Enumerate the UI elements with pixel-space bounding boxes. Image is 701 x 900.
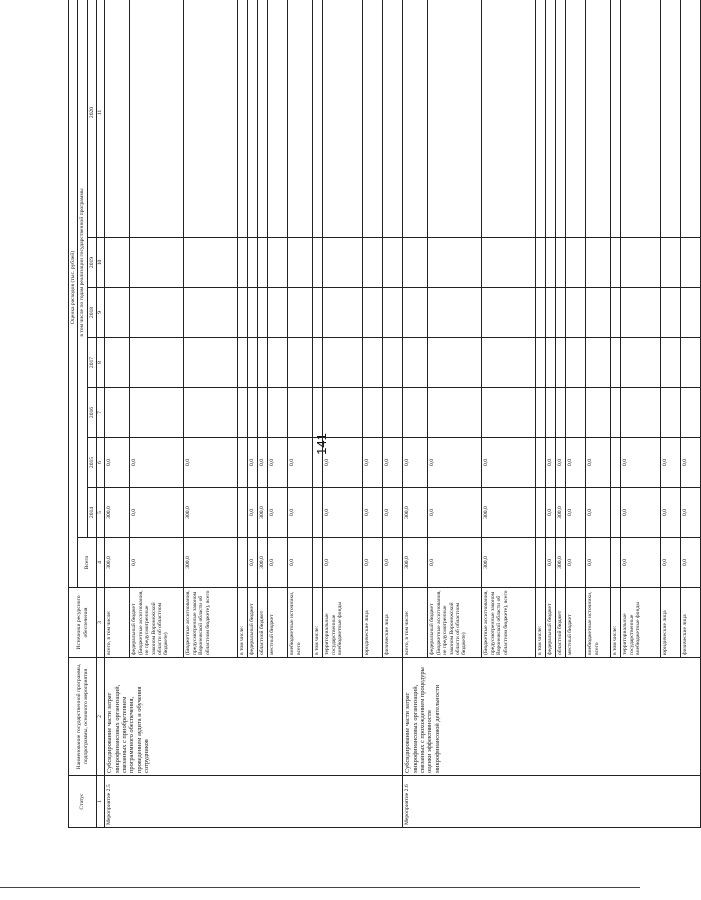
value-cell: [313, 538, 323, 588]
empty-year-cell: [536, 338, 546, 388]
column-number: 4: [97, 538, 105, 588]
value-cell: 300,0: [105, 488, 130, 538]
empty-year-cell: [661, 388, 681, 438]
value-cell: 0,0: [661, 488, 681, 538]
value-cell: 300,0: [184, 488, 238, 538]
rotated-page-content: [68, 38, 689, 828]
value-cell: 0,0: [428, 538, 482, 588]
empty-year-cell: [681, 338, 701, 388]
empty-year-cell: [586, 338, 611, 388]
empty-year-cell: [428, 388, 482, 438]
column-number: 3: [97, 588, 105, 658]
empty-year-cell: [621, 388, 661, 438]
empty-year-cell: [248, 388, 258, 438]
value-cell: 0,0: [323, 488, 363, 538]
source-label: юридические лица: [363, 588, 383, 658]
value-cell: 0,0: [428, 438, 482, 488]
empty-year-cell: [621, 0, 661, 238]
source-label: физические лица: [681, 588, 701, 658]
empty-year-cell: [363, 288, 383, 338]
column-number: 1: [97, 776, 105, 828]
empty-year-cell: [130, 288, 184, 338]
value-cell: 0,0: [248, 438, 258, 488]
header-year: 2019: [87, 238, 96, 288]
empty-year-cell: [184, 288, 238, 338]
value-cell: 0,0: [383, 488, 403, 538]
source-label: физические лица: [383, 588, 403, 658]
value-cell: 0,0: [363, 438, 383, 488]
empty-year-cell: [566, 338, 586, 388]
value-cell: [536, 538, 546, 588]
value-cell: 0,0: [363, 488, 383, 538]
empty-year-cell: [556, 338, 566, 388]
source-label: федеральный бюджет: [546, 588, 556, 658]
column-number: 2: [97, 658, 105, 776]
empty-year-cell: [621, 238, 661, 288]
value-cell: 0,0: [184, 438, 238, 488]
value-cell: 0,0: [546, 538, 556, 588]
measure-status: Мероприятие 2.6: [403, 776, 701, 828]
empty-year-cell: [621, 338, 661, 388]
value-cell: 0,0: [428, 488, 482, 538]
value-cell: [313, 438, 323, 488]
empty-year-cell: [556, 388, 566, 438]
empty-year-cell: [288, 388, 313, 438]
empty-year-cell: [258, 238, 268, 288]
column-number: 6: [97, 438, 105, 488]
value-cell: 0,0: [323, 438, 363, 488]
empty-year-cell: [403, 288, 428, 338]
value-cell: 0,0: [566, 538, 586, 588]
empty-year-cell: [363, 0, 383, 238]
empty-year-cell: [238, 388, 248, 438]
value-cell: 0,0: [482, 438, 536, 488]
empty-year-cell: [268, 388, 288, 438]
empty-year-cell: [268, 288, 288, 338]
empty-year-cell: [105, 388, 130, 438]
value-cell: 0,0: [586, 488, 611, 538]
empty-year-cell: [258, 288, 268, 338]
value-cell: 300,0: [258, 488, 268, 538]
header-year: 2015: [87, 438, 96, 488]
empty-year-cell: [536, 388, 546, 438]
empty-year-cell: [586, 238, 611, 288]
empty-year-cell: [288, 238, 313, 288]
value-cell: 0,0: [105, 438, 130, 488]
empty-year-cell: [258, 388, 268, 438]
header-source: Источники ресурсного обеспечения: [69, 588, 97, 658]
value-cell: 300,0: [482, 538, 536, 588]
empty-year-cell: [566, 0, 586, 238]
empty-year-cell: [105, 238, 130, 288]
empty-year-cell: [428, 0, 482, 238]
source-label: (Бюджетные ассигнования, предусмотренные законом Воронежской области об областном бюджете), всего: [184, 588, 238, 658]
empty-year-cell: [105, 338, 130, 388]
empty-year-cell: [323, 0, 363, 238]
value-cell: [611, 488, 621, 538]
value-cell: [238, 438, 248, 488]
empty-year-cell: [556, 0, 566, 238]
header-total: Всего: [78, 538, 97, 588]
empty-year-cell: [313, 338, 323, 388]
empty-year-cell: [258, 0, 268, 238]
source-label: в том числе:: [313, 588, 323, 658]
empty-year-cell: [363, 338, 383, 388]
source-label: областной бюджет: [258, 588, 268, 658]
empty-year-cell: [611, 338, 621, 388]
value-cell: 0,0: [288, 438, 313, 488]
header-year: 2018: [87, 288, 96, 338]
source-label: местный бюджет: [268, 588, 288, 658]
empty-year-cell: [681, 388, 701, 438]
empty-year-cell: [546, 238, 556, 288]
table-row: [403, 0, 428, 828]
value-cell: 0,0: [566, 438, 586, 488]
value-cell: 0,0: [363, 538, 383, 588]
value-cell: 0,0: [288, 488, 313, 538]
empty-year-cell: [546, 0, 556, 238]
source-label: юридические лица: [661, 588, 681, 658]
empty-year-cell: [482, 338, 536, 388]
empty-year-cell: [428, 238, 482, 288]
empty-year-cell: [238, 338, 248, 388]
source-label: федеральный бюджет (Бюджетные ассигнования, не предусмотренные законом Воронежской области об областном бюджете): [428, 588, 482, 658]
empty-year-cell: [536, 238, 546, 288]
value-cell: 0,0: [621, 438, 661, 488]
source-label: внебюджетные источники, всего: [288, 588, 313, 658]
value-cell: 0,0: [681, 488, 701, 538]
empty-year-cell: [184, 388, 238, 438]
value-cell: [611, 438, 621, 488]
empty-year-cell: [323, 238, 363, 288]
empty-year-cell: [268, 238, 288, 288]
empty-year-cell: [323, 288, 363, 338]
value-cell: [238, 538, 248, 588]
table-header: [69, 0, 105, 828]
empty-year-cell: [403, 388, 428, 438]
value-cell: 0,0: [546, 488, 556, 538]
empty-year-cell: [383, 288, 403, 338]
empty-year-cell: [586, 0, 611, 238]
value-cell: 300,0: [184, 538, 238, 588]
empty-year-cell: [313, 288, 323, 338]
empty-year-cell: [428, 338, 482, 388]
empty-year-cell: [546, 388, 556, 438]
measure-name: Субсидирование части затрат микрофинансовых организаций, связанных с приобретением программного обеспечения, проведением аудита и обучения сотрудников: [105, 658, 403, 776]
empty-year-cell: [105, 0, 130, 238]
empty-year-cell: [661, 338, 681, 388]
value-cell: 0,0: [403, 438, 428, 488]
empty-year-cell: [566, 238, 586, 288]
empty-year-cell: [482, 388, 536, 438]
header-status: Статус: [69, 776, 97, 828]
empty-year-cell: [611, 388, 621, 438]
value-cell: 0,0: [383, 538, 403, 588]
value-cell: 0,0: [258, 438, 268, 488]
source-label: в том числе:: [611, 588, 621, 658]
source-label: местный бюджет: [566, 588, 586, 658]
value-cell: [611, 538, 621, 588]
table-row: [105, 0, 130, 828]
empty-year-cell: [130, 388, 184, 438]
empty-year-cell: [268, 338, 288, 388]
value-cell: 0,0: [681, 438, 701, 488]
source-label: внебюджетные источники, всего: [586, 588, 611, 658]
value-cell: 0,0: [661, 538, 681, 588]
empty-year-cell: [546, 288, 556, 338]
column-number: 5: [97, 488, 105, 538]
empty-year-cell: [288, 288, 313, 338]
empty-year-cell: [363, 238, 383, 288]
value-cell: 300,0: [556, 488, 566, 538]
empty-year-cell: [383, 238, 403, 288]
empty-year-cell: [611, 0, 621, 238]
column-number: 9: [97, 288, 105, 338]
source-label: территориальные государственные внебюджетные фонды: [323, 588, 363, 658]
empty-year-cell: [586, 388, 611, 438]
header-estimate: Оценка расходов (тыс. рублей): [69, 0, 78, 588]
empty-year-cell: [681, 0, 701, 238]
table-body: [105, 0, 701, 828]
empty-year-cell: [238, 288, 248, 338]
value-cell: 0,0: [130, 438, 184, 488]
empty-year-cell: [238, 238, 248, 288]
value-cell: 300,0: [403, 488, 428, 538]
header-year: 2017: [87, 338, 96, 388]
source-label: в том числе:: [536, 588, 546, 658]
measure-name: Субсидирование части затрат микрофинансовых организаций, связанных с прохождением процедуры оценки эффективности микрофинансовой деятельности: [403, 658, 701, 776]
empty-year-cell: [403, 0, 428, 238]
source-label: федеральный бюджет: [248, 588, 258, 658]
empty-year-cell: [288, 0, 313, 238]
source-label: территориальные государственные внебюджетные фонды: [621, 588, 661, 658]
empty-year-cell: [383, 338, 403, 388]
empty-year-cell: [258, 338, 268, 388]
page-number: 141: [314, 433, 329, 455]
empty-year-cell: [482, 288, 536, 338]
empty-year-cell: [556, 238, 566, 288]
empty-year-cell: [383, 0, 403, 238]
value-cell: 0,0: [288, 538, 313, 588]
empty-year-cell: [556, 288, 566, 338]
empty-year-cell: [248, 238, 258, 288]
value-cell: 300,0: [105, 538, 130, 588]
source-label: в том числе:: [238, 588, 248, 658]
empty-year-cell: [130, 338, 184, 388]
empty-year-cell: [323, 388, 363, 438]
header-by-years: в том числе по годам реализации государственной программы: [78, 0, 87, 538]
value-cell: 300,0: [482, 488, 536, 538]
source-label: (Бюджетные ассигнования, предусмотренные законом Воронежской области об областном бюджете), всего: [482, 588, 536, 658]
value-cell: [313, 488, 323, 538]
empty-year-cell: [313, 238, 323, 288]
empty-year-cell: [248, 288, 258, 338]
value-cell: 0,0: [681, 538, 701, 588]
value-cell: 0,0: [323, 538, 363, 588]
empty-year-cell: [130, 0, 184, 238]
value-cell: 0,0: [268, 438, 288, 488]
empty-year-cell: [403, 338, 428, 388]
value-cell: 0,0: [661, 438, 681, 488]
empty-year-cell: [184, 238, 238, 288]
column-number: 8: [97, 338, 105, 388]
budget-table: [68, 0, 701, 828]
empty-year-cell: [323, 338, 363, 388]
empty-year-cell: [661, 0, 681, 238]
empty-year-cell: [536, 0, 546, 238]
value-cell: 300,0: [258, 538, 268, 588]
empty-year-cell: [105, 288, 130, 338]
value-cell: 0,0: [621, 488, 661, 538]
value-cell: 0,0: [556, 438, 566, 488]
header-name: Наименование государственной программы, подпрограммы, основного мероприятия: [69, 658, 97, 776]
column-numbers-row: [97, 0, 105, 828]
value-cell: [536, 438, 546, 488]
empty-year-cell: [536, 288, 546, 338]
empty-year-cell: [566, 388, 586, 438]
value-cell: [536, 488, 546, 538]
empty-year-cell: [184, 0, 238, 238]
empty-year-cell: [238, 0, 248, 238]
empty-year-cell: [681, 288, 701, 338]
empty-year-cell: [681, 238, 701, 288]
empty-year-cell: [482, 0, 536, 238]
empty-year-cell: [611, 288, 621, 338]
empty-year-cell: [313, 388, 323, 438]
empty-year-cell: [248, 0, 258, 238]
empty-year-cell: [482, 238, 536, 288]
empty-year-cell: [403, 238, 428, 288]
empty-year-cell: [428, 288, 482, 338]
empty-year-cell: [611, 238, 621, 288]
value-cell: 0,0: [586, 538, 611, 588]
source-label: федеральный бюджет (Бюджетные ассигнования, не предусмотренные законом Воронежской области об областном бюджете): [130, 588, 184, 658]
empty-year-cell: [313, 0, 323, 238]
value-cell: 300,0: [403, 538, 428, 588]
page-bottom-rule: [0, 887, 640, 888]
value-cell: 0,0: [546, 438, 556, 488]
empty-year-cell: [130, 238, 184, 288]
value-cell: 0,0: [268, 488, 288, 538]
column-number: 10: [97, 238, 105, 288]
value-cell: 0,0: [586, 438, 611, 488]
column-number: 7: [97, 388, 105, 438]
empty-year-cell: [546, 338, 556, 388]
value-cell: 0,0: [130, 488, 184, 538]
empty-year-cell: [566, 288, 586, 338]
empty-year-cell: [661, 238, 681, 288]
value-cell: 0,0: [130, 538, 184, 588]
measure-status: Мероприятие 2.5: [105, 776, 403, 828]
value-cell: [238, 488, 248, 538]
header-year: 2016: [87, 388, 96, 438]
empty-year-cell: [184, 338, 238, 388]
empty-year-cell: [621, 288, 661, 338]
empty-year-cell: [248, 338, 258, 388]
empty-year-cell: [268, 0, 288, 238]
column-number: 11: [97, 0, 105, 238]
value-cell: 0,0: [248, 538, 258, 588]
source-label: всего, в том числе:: [105, 588, 130, 658]
empty-year-cell: [288, 338, 313, 388]
empty-year-cell: [586, 288, 611, 338]
value-cell: 0,0: [383, 438, 403, 488]
value-cell: 0,0: [621, 538, 661, 588]
empty-year-cell: [383, 388, 403, 438]
source-label: областной бюджет: [556, 588, 566, 658]
value-cell: 300,0: [556, 538, 566, 588]
value-cell: 0,0: [248, 488, 258, 538]
value-cell: 0,0: [268, 538, 288, 588]
header-year: 2014: [87, 488, 96, 538]
empty-year-cell: [363, 388, 383, 438]
source-label: всего, в том числе:: [403, 588, 428, 658]
header-year: 2020: [87, 0, 96, 238]
empty-year-cell: [661, 288, 681, 338]
value-cell: 0,0: [566, 488, 586, 538]
